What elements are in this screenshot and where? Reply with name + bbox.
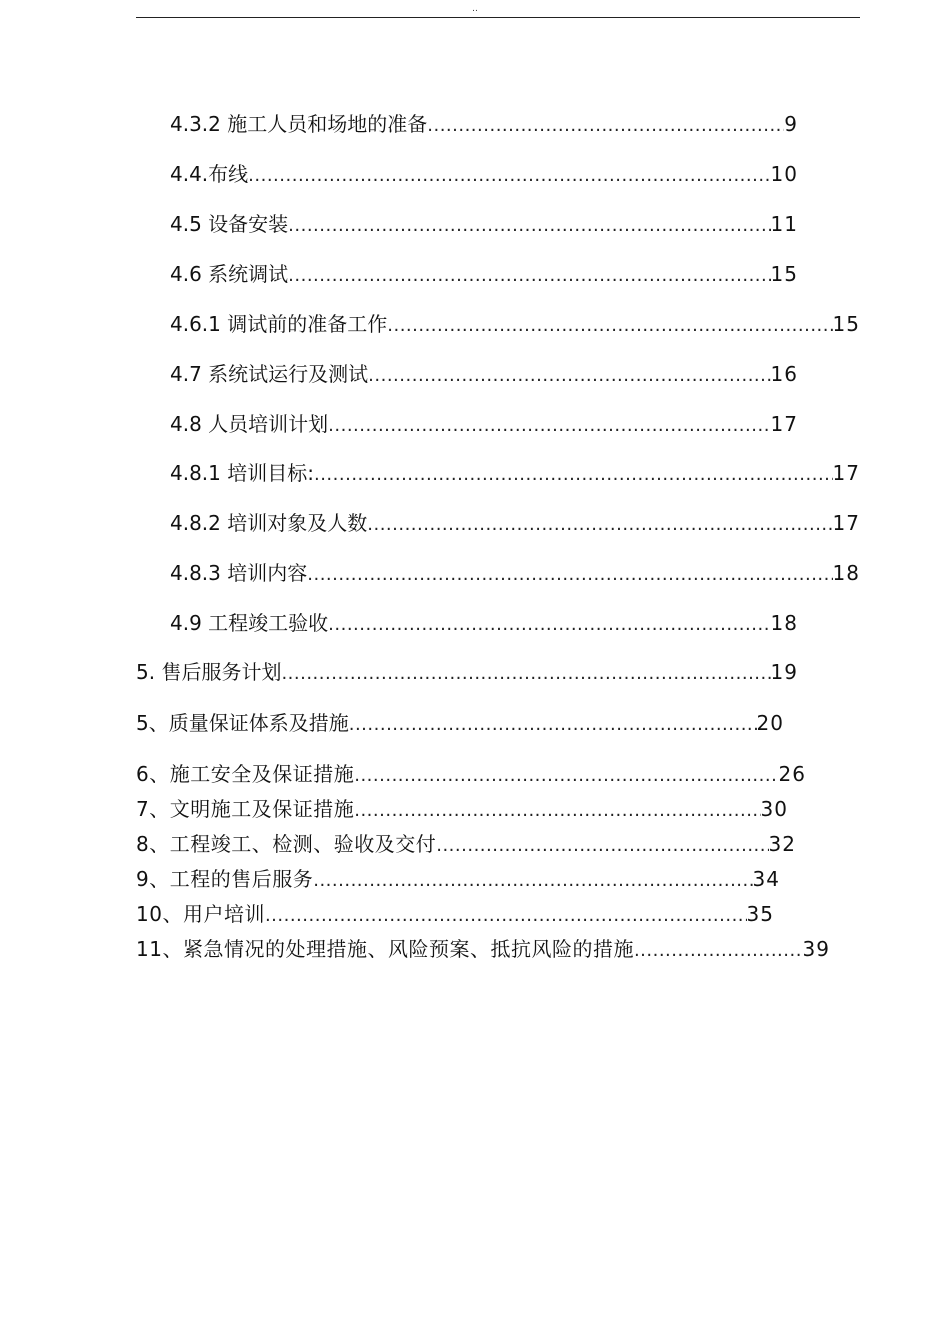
toc-entry[interactable] [136,760,806,788]
toc-entry[interactable] [170,310,860,338]
toc-entry-page: 35 [746,902,774,926]
toc-entry[interactable] [170,459,860,487]
toc-entry-page: 18 [832,561,860,585]
toc-dot-leader [265,902,747,930]
toc-dot-leader [367,511,832,539]
toc-entry-page: 34 [752,867,780,891]
toc-entry-title: 4.3.2 施工人员和场地的准备 [170,112,428,136]
toc-entry[interactable] [170,360,798,388]
toc-entry[interactable] [136,865,780,893]
toc-entry-title: 4.4.布线 [170,162,249,186]
toc-dot-leader [313,867,752,895]
toc-entry-title: 6、施工安全及保证措施 [136,762,355,786]
toc-entry[interactable] [170,559,860,587]
page-header-mark: .. [472,4,478,14]
toc-entry-page: 18 [770,611,798,635]
toc-entry-page: 15 [770,262,798,286]
toc-entry-page: 19 [770,660,798,684]
toc-entry-page: 9 [784,112,798,136]
toc-entry[interactable] [170,110,798,138]
toc-entry-page: 32 [768,832,796,856]
toc-dot-leader [248,162,770,190]
toc-entry-title: 5. 售后服务计划 [136,660,282,684]
toc-entry-title: 4.6.1 调试前的准备工作 [170,312,388,336]
toc-entry[interactable] [170,509,860,537]
toc-entry-title: 4.7 系统试运行及测试 [170,362,369,386]
toc-entry[interactable] [170,160,798,188]
toc-entry[interactable] [136,900,774,928]
toc-entry-page: 17 [832,461,860,485]
toc-entry-title: 4.8 人员培训计划 [170,412,329,436]
toc-entry[interactable] [136,709,784,737]
toc-entry-page: 39 [802,937,830,961]
toc-entry-title: 4.6 系统调试 [170,262,289,286]
toc-dot-leader [634,937,803,965]
toc-entry-title: 9、工程的售后服务 [136,867,314,891]
toc-entry-title: 4.8.2 培训对象及人数 [170,511,368,535]
toc-dot-leader [354,797,760,825]
toc-entry-page: 10 [770,162,798,186]
toc-dot-leader [288,262,770,290]
toc-entry-title: 7、文明施工及保证措施 [136,797,355,821]
toc-dot-leader [427,112,784,140]
toc-dot-leader [368,362,770,390]
toc-entry-title: 11、紧急情况的处理措施、风险预案、抵抗风险的措施 [136,937,634,961]
toc-dot-leader [281,660,770,688]
toc-entry-title: 4.9 工程竣工验收 [170,611,329,635]
toc-entry[interactable] [170,609,798,637]
toc-entry-title: 5、质量保证体系及措施 [136,711,349,735]
toc-entry[interactable] [136,795,788,823]
toc-entry-title: 10、用户培训 [136,902,265,926]
toc-entry-page: 17 [832,511,860,535]
toc-entry[interactable] [136,658,798,686]
toc-dot-leader [328,611,770,639]
toc-entry-title: 4.8.3 培训内容 [170,561,308,585]
toc-entry-title: 8、工程竣工、检测、验收及交付 [136,832,437,856]
toc-entry-page: 17 [770,412,798,436]
toc-entry-page: 20 [756,711,784,735]
toc-entry[interactable] [170,410,798,438]
toc-entry-page: 26 [778,762,806,786]
toc-dot-leader [288,212,770,240]
toc-dot-leader [349,711,757,739]
toc-dot-leader [354,762,778,790]
toc-dot-leader [387,312,832,340]
toc-entry-page: 11 [770,212,798,236]
toc-entry[interactable] [170,210,798,238]
toc-entry-page: 30 [760,797,788,821]
toc-dot-leader [436,832,768,860]
toc-entry[interactable] [170,260,798,288]
toc-entry-page: 16 [770,362,798,386]
toc-entry-title: 4.5 设备安装 [170,212,289,236]
toc-entry[interactable] [136,830,796,858]
toc-entry[interactable] [136,935,830,963]
toc-dot-leader [314,461,833,489]
toc-entry-page: 15 [832,312,860,336]
toc-dot-leader [328,412,770,440]
toc-dot-leader [307,561,832,589]
toc-entry-title: 4.8.1 培训目标: [170,461,314,485]
